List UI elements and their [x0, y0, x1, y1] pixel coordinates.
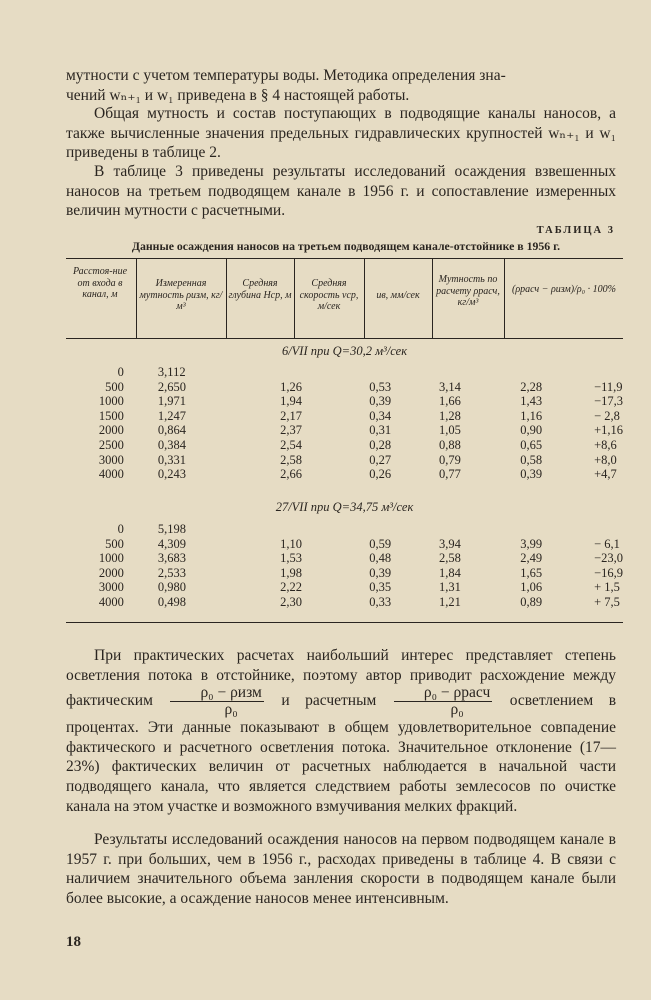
table-cell: [324, 365, 403, 380]
table-cell: − 2,8: [594, 408, 620, 423]
table-cell: 1,43: [520, 394, 543, 409]
table-cell: −17,3: [594, 394, 623, 409]
table-cell: +8,0: [594, 452, 617, 467]
table-cell: −11,9: [594, 379, 623, 394]
table-cell: 1,94: [280, 394, 302, 409]
table-bottom-rule: [66, 622, 623, 623]
table-cell: 0,27: [369, 452, 392, 467]
table-row: [66, 365, 623, 380]
section-title-1: 6/VII при Q=30,2 м³/сек: [281, 344, 408, 358]
table-row: [66, 453, 623, 468]
table-cell: 0,77: [438, 467, 461, 482]
table-cell: [562, 522, 623, 537]
table-cell: 1,06: [520, 580, 543, 595]
table-cell: −16,9: [594, 565, 623, 580]
column-divider: [136, 258, 137, 338]
table-cell: 1500: [98, 408, 124, 423]
table-cell: + 1,5: [594, 580, 620, 595]
table-cell: 0,26: [369, 467, 392, 482]
table-cell: 2,30: [280, 594, 302, 609]
table-cell: 4,309: [157, 536, 187, 551]
table-row: [66, 423, 623, 438]
table-row: [66, 566, 623, 581]
table-cell: 2,22: [280, 580, 302, 595]
table-cell: 1000: [98, 394, 124, 409]
table-cell: 3000: [98, 580, 124, 595]
table-top-rule: [66, 258, 623, 259]
table-cell: [403, 365, 475, 380]
table-cell: 1,53: [280, 551, 302, 566]
table-row: [66, 537, 623, 552]
table-cell: 1,21: [438, 594, 461, 609]
paragraph-5: Результаты исследований осаждения наносов на первом подводящем канале в 1957 г. при больших, чем в 1956 г., расходах приведены в таблице 4. В связи с наличием значительного объема занления скорости в подводящем канале были более высокие, а осаждение наносов менее интенсивным.: [66, 831, 616, 907]
table-cell: [475, 365, 562, 380]
table-cell: 3,112: [157, 365, 186, 379]
table-cell: 0,53: [369, 379, 392, 394]
column-divider: [504, 258, 505, 338]
table-cell: 0,35: [369, 580, 392, 595]
table-cell: 0,864: [157, 423, 187, 438]
column-header-calculated-turbidity: Мутность по расчету ρрасч, кг/м³: [436, 274, 500, 308]
table-cell: 1,10: [280, 536, 302, 551]
column-header-distance: Расстоя-ние от входа в канал, м: [72, 266, 128, 300]
table-cell: 0,33: [369, 594, 392, 609]
data-table-section-2: [66, 522, 623, 610]
table-row: [66, 438, 623, 453]
table-cell: 4000: [98, 594, 124, 609]
table-cell: 2,17: [280, 408, 302, 423]
table-cell: 1,84: [438, 565, 461, 580]
table-cell: 1,26: [280, 379, 302, 394]
fraction-calculated: $\frac{\text{ρ₀ − ρрасч}}{\text{ρ₀}}$: [394, 685, 492, 718]
data-table-section-1: [66, 365, 623, 482]
table-cell: 0,34: [369, 408, 392, 423]
table-cell: 2,66: [280, 467, 302, 482]
column-divider: [226, 258, 227, 338]
table-cell: 0,89: [520, 594, 543, 609]
table-cell: 0,58: [520, 452, 543, 467]
table-cell: 1,28: [438, 408, 461, 423]
table-cell: 1,247: [157, 408, 187, 423]
table-row: [66, 580, 623, 595]
table-cell: 500: [105, 379, 124, 394]
table-cell: 4000: [98, 467, 124, 482]
table-cell: 3,14: [438, 379, 461, 394]
table-cell: 0,384: [157, 437, 187, 452]
table-cell: 0: [117, 522, 124, 536]
table-cell: 2,37: [280, 423, 302, 438]
table-cell: −23,0: [594, 551, 623, 566]
table-cell: 3,683: [157, 551, 187, 566]
table-cell: 0,243: [157, 467, 187, 482]
column-divider: [294, 258, 295, 338]
table-cell: 0,39: [369, 394, 392, 409]
table-cell: 2500: [98, 437, 124, 452]
table-cell: 5,198: [157, 522, 187, 536]
column-header-measured-turbidity: Измеренная мутность ρизм, кг/м³: [139, 278, 223, 312]
table-row: [66, 394, 623, 409]
table-row: [66, 551, 623, 566]
table-cell: 2,49: [520, 551, 543, 566]
table-cell: [324, 522, 403, 537]
page-number: 18: [66, 934, 81, 950]
table-cell: 0,39: [369, 565, 392, 580]
column-header-u: uв, мм/сек: [376, 290, 420, 301]
table-cell: 1,31: [438, 580, 461, 595]
table-cell: 3,94: [438, 536, 461, 551]
paragraph-1: мутности с учетом температуры воды. Методика определения зна- чений wₙ₊₁ и w₁ приведена в § 4 настоящей работы.: [66, 67, 506, 104]
column-header-mean-velocity: Средняя скорость vср, м/сек: [299, 278, 359, 312]
fraction-actual: $\frac{\text{ρ₀ − ρизм}}{\text{ρ₀}}$: [170, 685, 263, 718]
table-cell: 0,59: [369, 536, 392, 551]
table-cell: 1000: [98, 551, 124, 566]
column-divider: [432, 258, 433, 338]
table-cell: 0,79: [438, 452, 461, 467]
table-cell: +8,6: [594, 437, 617, 452]
table-header-rule: [66, 338, 623, 339]
table-cell: 2000: [98, 565, 124, 580]
table-cell: [403, 522, 475, 537]
table-cell: 1,66: [438, 394, 461, 409]
table-cell: 1,16: [520, 408, 543, 423]
paragraph-2: Общая мутность и состав поступающих в подводящие каналы наносов, а также вычисленные значения предельных гидравлических крупностей wₙ₊₁ и w₁ приведены в таблице 2.: [66, 105, 616, 162]
table-cell: 2,58: [280, 452, 302, 467]
table-cell: 2000: [98, 423, 124, 438]
table-cell: +4,7: [594, 467, 617, 482]
paragraph-4: При практических расчетах наибольший интерес представляет степень осветления потока в отстойнике, поэтому автор приводит расхождение между фактическим $\frac{\text{ρ₀ − ρизм}}{\text{ρ₀}}$ и расчетным $\frac{\text{ρ₀ − ρрасч}}{\text{ρ₀}}$ осветлением в процентах. Эти данные показывают в общем удовлетворительное совпадение фактического и расчетного осветления потока. Значительное отклонение (17—23%) фактических величин от расчетных наблюдается в начальной части подводящего канала, что является следствием работы землесосов по очистке канала на этом участке и возможного взмучивания мелких фракций.: [66, 647, 617, 815]
table-cell: 0,88: [438, 437, 461, 452]
table-cell: 1,971: [157, 394, 187, 409]
table-cell: 0,28: [369, 437, 392, 452]
table-cell: + 7,5: [594, 594, 620, 609]
table-cell: 0,39: [520, 467, 543, 482]
table-cell: 3000: [98, 452, 124, 467]
paragraph-3: В таблице 3 приведены результаты исследований осаждения взвешенных наносов на третьем подводящем канале в 1956 г. и сопоставление измеренных величин мутности с расчетными.: [66, 163, 616, 220]
table-cell: 1,98: [280, 565, 302, 580]
table-cell: 0,65: [520, 437, 543, 452]
column-divider: [364, 258, 365, 338]
table-cell: [235, 365, 324, 380]
table-cell: 2,54: [280, 437, 302, 452]
table-cell: 500: [105, 536, 124, 551]
table-number: ТАБЛИЦА 3: [536, 225, 615, 236]
table-row: [66, 467, 623, 482]
table-cell: 1,05: [438, 423, 461, 438]
column-header-mean-depth: Средняя глубина Hср, м: [228, 278, 292, 301]
table-row: [66, 595, 623, 610]
table-title: Данные осаждения наносов на третьем подводящем канале-отстойнике в 1956 г.: [131, 239, 561, 253]
column-header-deviation: (ρрасч − ρизм)/ρ₀ · 100%: [511, 284, 616, 295]
table-cell: 3,99: [520, 536, 543, 551]
table-cell: 0: [117, 365, 124, 379]
table-cell: 0,48: [369, 551, 392, 566]
table-row: [66, 380, 623, 395]
table-row: [66, 409, 623, 424]
table-cell: 2,58: [438, 551, 461, 566]
table-cell: 2,650: [157, 379, 187, 394]
table-cell: 0,331: [157, 452, 187, 467]
table-cell: 1,65: [520, 565, 543, 580]
table-cell: 0,90: [520, 423, 543, 438]
table-row: [66, 522, 623, 537]
table-cell: 2,28: [520, 379, 543, 394]
table-cell: − 6,1: [594, 536, 620, 551]
table-cell: 2,533: [157, 565, 187, 580]
table-cell: 0,980: [157, 580, 187, 595]
table-cell: 0,31: [369, 423, 392, 438]
table-cell: [475, 522, 562, 537]
table-cell: 0,498: [157, 594, 187, 609]
table-cell: [562, 365, 623, 380]
table-cell: +1,16: [594, 423, 623, 438]
table-cell: [235, 522, 324, 537]
section-title-2: 27/VII при Q=34,75 м³/сек: [275, 500, 414, 514]
